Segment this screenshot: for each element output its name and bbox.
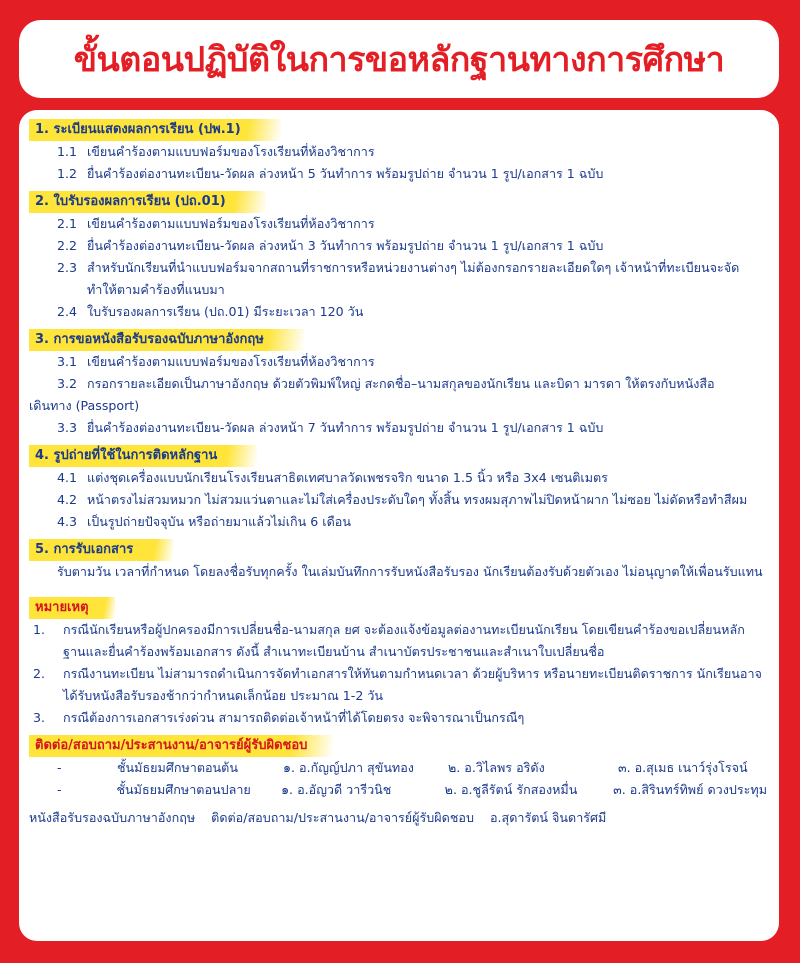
dash: -: [57, 782, 62, 797]
section-photo: [29, 444, 767, 533]
contact-teacher: ๓. อ.สุเมธ เนาว์รุ่งโรจน์: [618, 760, 748, 775]
item-text: ใบรับรองผลการเรียน (ปถ.01) มีระยะเวลา 120 วัน: [87, 304, 364, 319]
note-text: กรณีนักเรียนหรือผู้ปกครองมีการเปลี่ยนชื่อ-นามสกุล ยศ จะต้องแจ้งข้อมูลต่องานทะเบียนนักเรียน โดยเขียนคำร้องขอเปลี่ยนหลักฐานและยื่นคำร้องพร้อมเอกสาร ดังนี้ สำเนาทะเบียนบ้าน สำเนาบัตรประชาชนและสำเนาใบเปลี่ยนชื่อ: [63, 622, 745, 659]
item-text: ยื่นคำร้องต่องานทะเบียน-วัดผล ล่วงหน้า 7 วันทำการ พร้อมรูปถ่าย จำนวน 1 รูป/เอกสาร 1 ฉบับ: [87, 420, 604, 435]
list-item: [29, 467, 767, 489]
content-panel: [19, 110, 779, 941]
section-heading: 2. ใบรับรองผลการเรียน (ปถ.01): [29, 191, 266, 213]
list-item: [29, 417, 767, 439]
section-paragraph: รับตามวัน เวลาที่กำหนด โดยลงชื่อรับทุกครั้ง ในเล่มบันทึกการรับหนังสือรับรอง นักเรียนต้องรับด้วยตัวเอง ไม่อนุญาตให้เพื่อนรับแทน: [57, 564, 763, 579]
list-item: [29, 141, 767, 163]
contact-section: [29, 734, 767, 829]
section-certificate: [29, 190, 767, 323]
section-heading: 3. การขอหนังสือรับรองฉบับภาษาอังกฤษ: [29, 329, 304, 351]
section-heading: 5. การรับเอกสาร: [29, 539, 173, 561]
note-item: [29, 707, 767, 729]
item-text: เขียนคำร้องตามแบบฟอร์มของโรงเรียนที่ห้องวิชาการ: [87, 144, 375, 159]
note-number: 1.: [33, 622, 46, 637]
item-number: 4.2: [57, 492, 78, 507]
item-text: แต่งชุดเครื่องแบบนักเรียนโรงเรียนสาธิตเทศบาลวัดเพชรจริก ขนาด 1.5 นิ้ว หรือ 3x4 เซนติเมตร: [87, 470, 608, 485]
note-number: 3.: [33, 710, 46, 725]
item-text: กรอกรายละเอียดเป็นภาษาอังกฤษ ด้วยตัวพิมพ์ใหญ่ สะกดชื่อ–นามสกุลของนักเรียน และบิดา มารดา ให้ตรงกับหนังสือ: [87, 376, 715, 391]
contact-teacher: ๑. อ.อัญวดี วารีวนิช: [281, 782, 392, 797]
section-heading: 1. ระเบียนแสดงผลการเรียน (ปพ.1): [29, 119, 281, 141]
item-continuation: เดินทาง (Passport): [29, 398, 140, 413]
contact-heading: ติดต่อ/สอบถาม/ประสานงาน/อาจารย์ผู้รับผิดชอบ: [29, 735, 333, 757]
item-number: 2.2: [57, 238, 78, 253]
list-item: [29, 213, 767, 235]
title-banner: [19, 20, 779, 98]
section-transcript: [29, 118, 767, 185]
item-number: 1.2: [57, 166, 78, 181]
item-number: 4.3: [57, 514, 78, 529]
note-item: [29, 619, 767, 663]
contact-teacher: ๒. อ.วิไลพร อริดัง: [448, 760, 545, 775]
contact-level: ชั้นมัธยมศึกษาตอนต้น: [117, 760, 238, 775]
english-teacher: อ.สุดารัตน์ จินดารัศมี: [489, 810, 607, 825]
list-item: [29, 163, 767, 185]
item-number: 3.2: [57, 376, 78, 391]
item-text: เขียนคำร้องตามแบบฟอร์มของโรงเรียนที่ห้องวิชาการ: [87, 216, 375, 231]
page-title: ขั้นตอนปฏิบัติในการขอหลักฐานทางการศึกษา: [73, 40, 725, 80]
list-item: [29, 511, 767, 533]
english-label: หนังสือรับรองฉบับภาษาอังกฤษ: [29, 810, 196, 825]
item-text: สำหรับนักเรียนที่นำแบบฟอร์มจากสถานที่ราชการหรือหน่วยงานต่างๆ ไม่ต้องกรอกรายละเอียดใดๆ เจ้าหน้าที่ทะเบียนจะจัดทำให้ตามคำร้องที่แนบมา: [87, 260, 740, 297]
contact-row: [29, 757, 767, 779]
item-number: 2.3: [57, 260, 78, 275]
note-text: กรณีต้องการเอกสารเร่งด่วน สามารถติดต่อเจ้าหน้าที่ได้โดยตรง จะพิจารณาเป็นกรณีๆ: [63, 710, 525, 725]
item-text: ยื่นคำร้องต่องานทะเบียน-วัดผล ล่วงหน้า 5 วันทำการ พร้อมรูปถ่าย จำนวน 1 รูป/เอกสาร 1 ฉบับ: [87, 166, 604, 181]
item-number: 2.4: [57, 304, 78, 319]
item-number: 1.1: [57, 144, 78, 159]
contact-level: ชั้นมัธยมศึกษาตอนปลาย: [116, 782, 251, 797]
list-item: [29, 373, 767, 395]
list-item: [29, 257, 767, 301]
item-number: 2.1: [57, 216, 78, 231]
section-pickup: [29, 538, 767, 583]
section-english-certificate: [29, 328, 767, 439]
note-item: [29, 663, 767, 707]
list-item: [29, 235, 767, 257]
item-text: ยื่นคำร้องต่องานทะเบียน-วัดผล ล่วงหน้า 3 วันทำการ พร้อมรูปถ่าย จำนวน 1 รูป/เอกสาร 1 ฉบับ: [87, 238, 604, 253]
note-text: กรณีงานทะเบียน ไม่สามารถดำเนินการจัดทำเอกสารให้ทันตามกำหนดเวลา ด้วยผู้บริหาร หรือนายทะเบียนติดราชการ นักเรียนอาจได้รับหนังสือรับรองช้ากว่ากำหนดเล็กน้อย ประมาณ 1-2 วัน: [63, 666, 762, 703]
list-item: [29, 351, 767, 373]
item-text: เป็นรูปถ่ายปัจจุบัน หรือถ่ายมาแล้วไม่เกิน 6 เดือน: [87, 514, 351, 529]
contact-teacher: ๑. อ.กัญญ์ปภา สุขันทอง: [283, 760, 414, 775]
notes-section: [29, 596, 767, 729]
contact-teacher: ๒. อ.ชูลีรัตน์ รักสองหมื่น: [444, 782, 578, 797]
list-item: [29, 301, 767, 323]
item-text: หน้าตรงไม่สวมหมวก ไม่สวมแว่นตาและไม่ใส่เครื่องประดับใดๆ ทั้งสิ้น ทรงผมสุภาพไม่ปิดหน้าผาก ไม่ซอย ไม่ดัดหรือทำสีผม: [87, 492, 748, 507]
dash: -: [57, 760, 62, 775]
list-item: [29, 489, 767, 511]
contact-teacher: ๓. อ.สิรินทร์ทิพย์ ดวงประทุม: [613, 782, 767, 797]
notes-heading: หมายเหตุ: [29, 597, 115, 619]
item-number: 3.3: [57, 420, 78, 435]
section-heading: 4. รูปถ่ายที่ใช้ในการติดหลักฐาน: [29, 445, 257, 467]
note-number: 2.: [33, 666, 46, 681]
english-contact: ติดต่อ/สอบถาม/ประสานงาน/อาจารย์ผู้รับผิดชอบ: [211, 810, 474, 825]
item-number: 4.1: [57, 470, 78, 485]
item-number: 3.1: [57, 354, 78, 369]
contact-row: [29, 779, 767, 801]
item-text: เขียนคำร้องตามแบบฟอร์มของโรงเรียนที่ห้องวิชาการ: [87, 354, 375, 369]
english-contact-row: [29, 807, 767, 829]
